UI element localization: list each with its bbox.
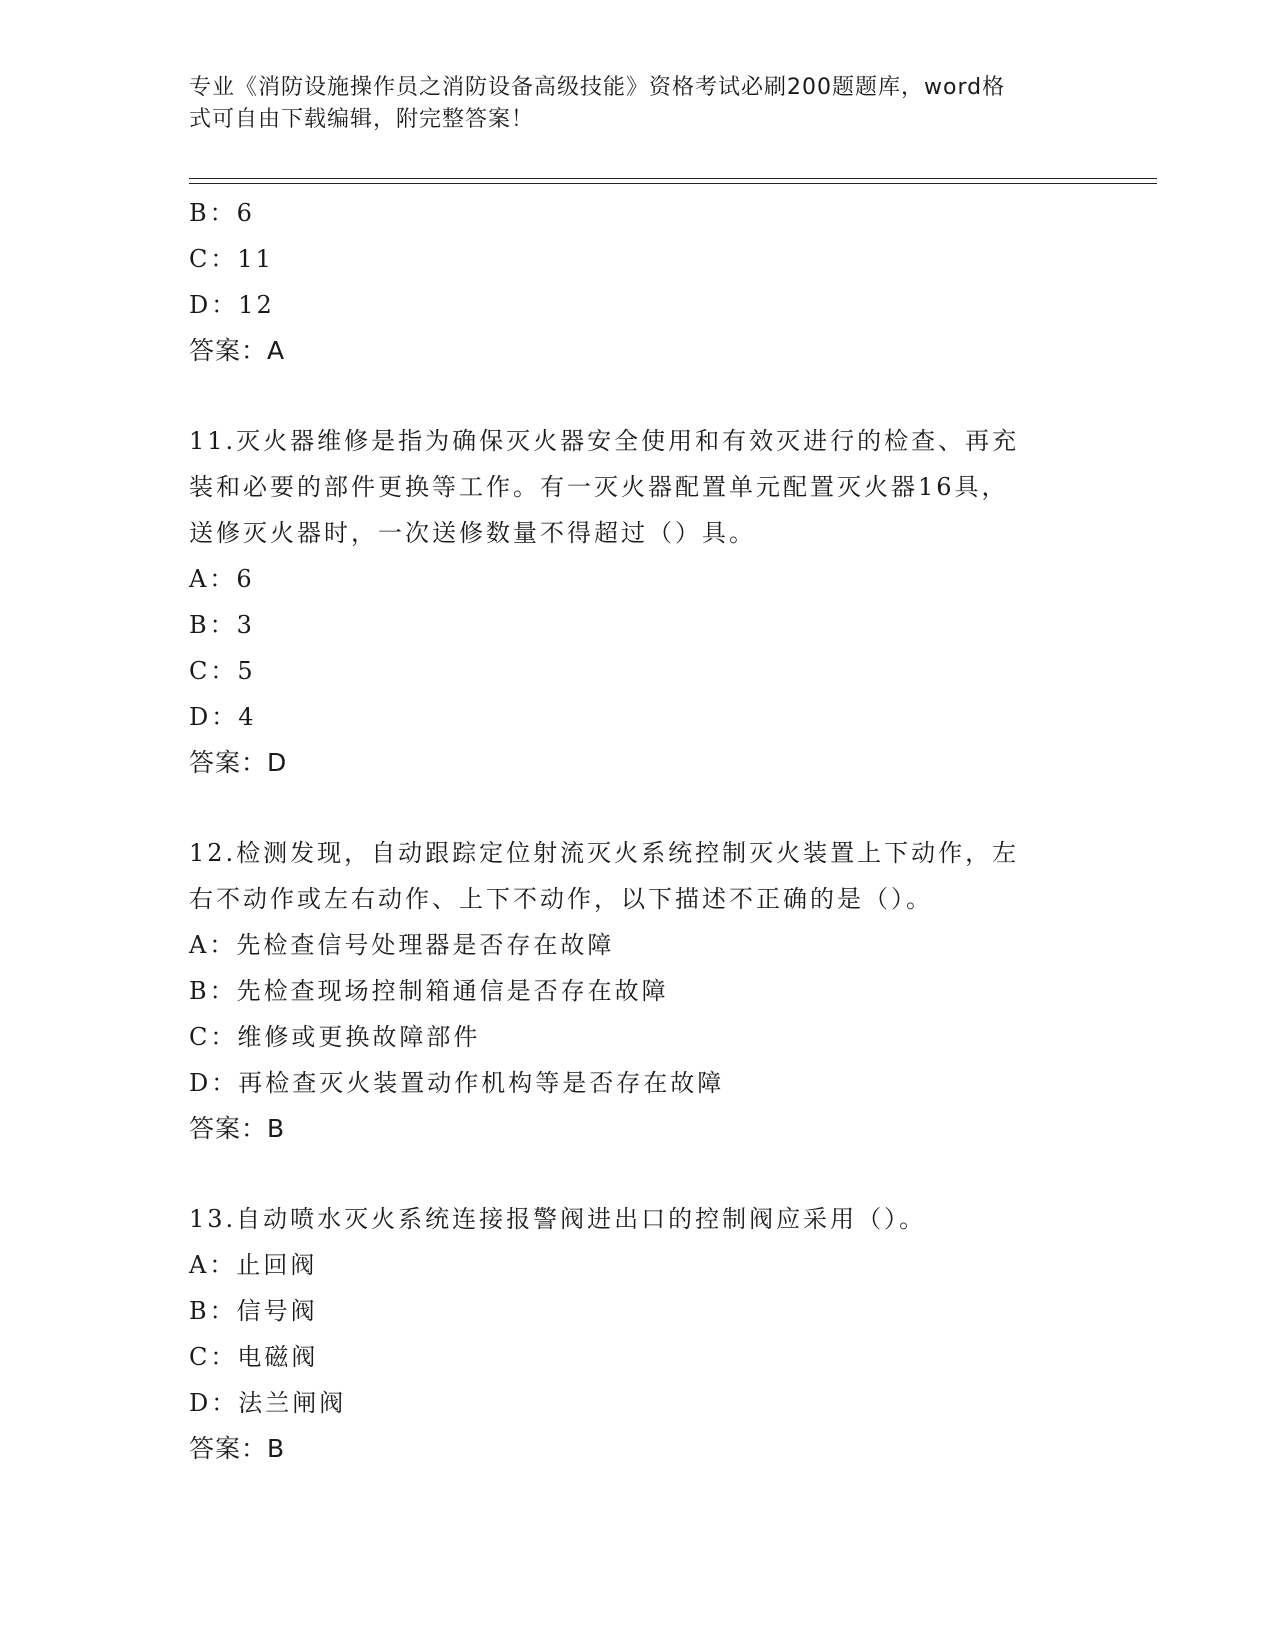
question-block-12 xyxy=(189,830,1089,1152)
question-list xyxy=(189,190,1089,1472)
header-rule-top xyxy=(189,178,1157,179)
option-d: D：法兰闸阀 xyxy=(189,1389,347,1417)
question-text-line: 右不动作或左右动作、上下不动作，以下描述不正确的是（）。 xyxy=(189,885,933,913)
answer-line: 答案：A xyxy=(189,336,286,365)
answer-line: 答案：B xyxy=(189,1434,286,1463)
prev-question-block xyxy=(189,190,1089,374)
option-d: D：12 xyxy=(189,291,275,319)
header-line-1: 专业《消防设施操作员之消防设备高级技能》资格考试必刷200题题库，word格 xyxy=(189,75,1006,100)
question-text-line: 12.检测发现，自动跟踪定位射流灭火系统控制灭火装置上下动作，左 xyxy=(189,839,1020,867)
answer-line: 答案：D xyxy=(189,748,288,777)
option-d: D：再检查灭火装置动作机构等是否存在故障 xyxy=(189,1069,725,1097)
question-text-line: 11.灭火器维修是指为确保灭火器安全使用和有效灭进行的检查、再充 xyxy=(189,427,1020,455)
answer-line: 答案：B xyxy=(189,1114,286,1143)
option-a: A：6 xyxy=(189,565,255,593)
header-line-2: 式可自由下载编辑，附完整答案！ xyxy=(189,107,535,132)
option-b: B：信号阀 xyxy=(189,1297,318,1325)
option-b: B：3 xyxy=(189,611,255,639)
question-block-11 xyxy=(189,418,1089,786)
option-c: C：11 xyxy=(189,245,274,273)
option-d: D：4 xyxy=(189,703,257,731)
option-c: C：5 xyxy=(189,657,256,685)
document-header xyxy=(189,72,1089,136)
question-text-line: 送修灭火器时，一次送修数量不得超过（）具。 xyxy=(189,519,756,547)
option-c: C：电磁阀 xyxy=(189,1343,319,1371)
option-c: C：维修或更换故障部件 xyxy=(189,1023,481,1051)
option-a: A：止回阀 xyxy=(189,1251,318,1279)
question-block-13 xyxy=(189,1196,1089,1472)
question-text-line: 13.自动喷水灭火系统连接报警阀进出口的控制阀应采用（）。 xyxy=(189,1205,927,1233)
option-b: B：6 xyxy=(189,199,255,227)
question-text-line: 装和必要的部件更换等工作。有一灭火器配置单元配置灭火器16具， xyxy=(189,473,1009,501)
option-b: B：先检查现场控制箱通信是否存在故障 xyxy=(189,977,669,1005)
option-a: A：先检查信号处理器是否存在故障 xyxy=(189,931,615,959)
header-rule-bottom xyxy=(189,183,1157,184)
